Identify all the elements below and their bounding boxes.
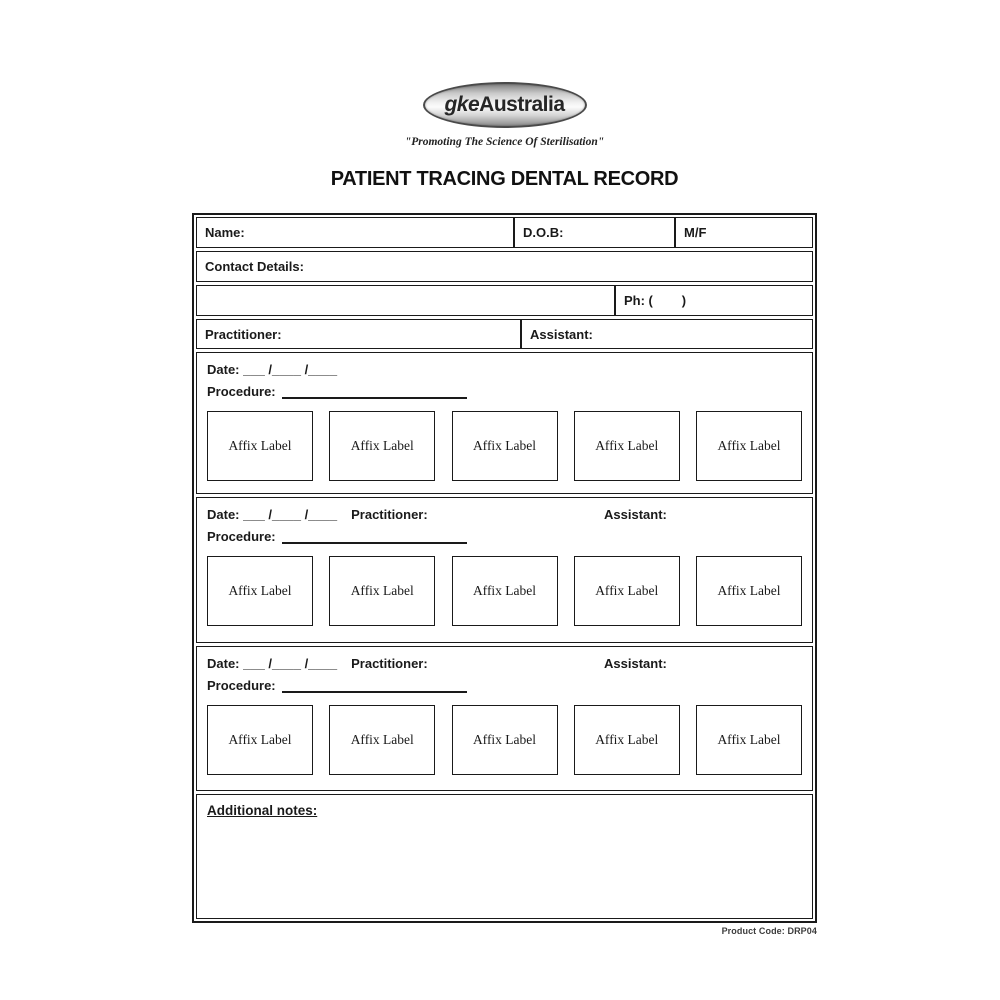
phone-field: Ph: ( ) — [615, 285, 813, 316]
procedure-line — [207, 529, 802, 544]
dental-record-form — [192, 213, 817, 923]
name-field: Name: — [196, 217, 514, 248]
practitioner-label: Practitioner: — [351, 507, 428, 522]
row-address-phone — [196, 285, 813, 316]
dob-field: D.O.B: — [514, 217, 675, 248]
affix-label-box: Affix Label — [574, 556, 680, 626]
procedure-label: Procedure: — [207, 384, 276, 399]
date-line — [207, 507, 802, 522]
procedure-blank-line — [282, 531, 467, 544]
date-label: Date: — [207, 362, 240, 377]
document-sheet — [192, 0, 817, 936]
affix-label-box: Affix Label — [696, 411, 802, 481]
row-name-dob-sex — [196, 217, 813, 248]
procedure-blank-line — [282, 680, 467, 693]
logo — [192, 82, 817, 128]
affix-label-box: Affix Label — [696, 556, 802, 626]
date-label: Date: — [207, 656, 240, 671]
procedure-blank-line — [282, 386, 467, 399]
affix-label-row — [207, 705, 802, 775]
procedure-section-1 — [196, 352, 813, 494]
affix-label-box: Affix Label — [329, 411, 435, 481]
logo-tagline: "Promoting The Science Of Sterilisation" — [404, 136, 605, 148]
procedure-section-2 — [196, 497, 813, 643]
affix-label-box: Affix Label — [452, 556, 558, 626]
logo-brand-australia: Australia — [479, 93, 565, 116]
date-blank: ___ /____ /____ — [239, 656, 338, 671]
row-practitioner-assistant — [196, 319, 813, 349]
page-title: PATIENT TRACING DENTAL RECORD — [330, 168, 679, 190]
procedure-label: Procedure: — [207, 529, 276, 544]
contact-details-field: Contact Details: — [196, 251, 813, 282]
procedure-section-3 — [196, 646, 813, 791]
affix-label-box: Affix Label — [207, 556, 313, 626]
affix-label-box: Affix Label — [452, 705, 558, 775]
additional-notes-field — [196, 794, 813, 919]
affix-label-box: Affix Label — [574, 705, 680, 775]
additional-notes-label: Additional notes: — [207, 803, 318, 818]
affix-label-box: Affix Label — [574, 411, 680, 481]
procedure-line — [207, 678, 802, 693]
affix-label-row — [207, 556, 802, 626]
logo-brand-gke: gke — [444, 93, 480, 116]
affix-label-box: Affix Label — [207, 705, 313, 775]
practitioner-field: Practitioner: — [196, 319, 521, 349]
affix-label-box: Affix Label — [452, 411, 558, 481]
date-blank: ___ /____ /____ — [239, 507, 338, 522]
address-blank-field — [196, 285, 615, 316]
affix-label-box: Affix Label — [329, 556, 435, 626]
date-blank: ___ /____ /____ — [239, 362, 338, 377]
row-contact-details — [196, 251, 813, 282]
assistant-label: Assistant: — [604, 507, 667, 522]
affix-label-row — [207, 411, 802, 481]
assistant-label: Assistant: — [604, 656, 667, 671]
procedure-line — [207, 384, 802, 399]
sex-field: M/F — [675, 217, 813, 248]
product-code: Product Code: DRP04 — [721, 926, 817, 936]
date-line — [207, 656, 802, 671]
date-line — [207, 362, 802, 377]
practitioner-label: Practitioner: — [351, 656, 428, 671]
affix-label-box: Affix Label — [329, 705, 435, 775]
date-label: Date: — [207, 507, 240, 522]
affix-label-box: Affix Label — [696, 705, 802, 775]
logo-oval — [423, 82, 587, 128]
affix-label-box: Affix Label — [207, 411, 313, 481]
procedure-label: Procedure: — [207, 678, 276, 693]
assistant-field: Assistant: — [521, 319, 813, 349]
